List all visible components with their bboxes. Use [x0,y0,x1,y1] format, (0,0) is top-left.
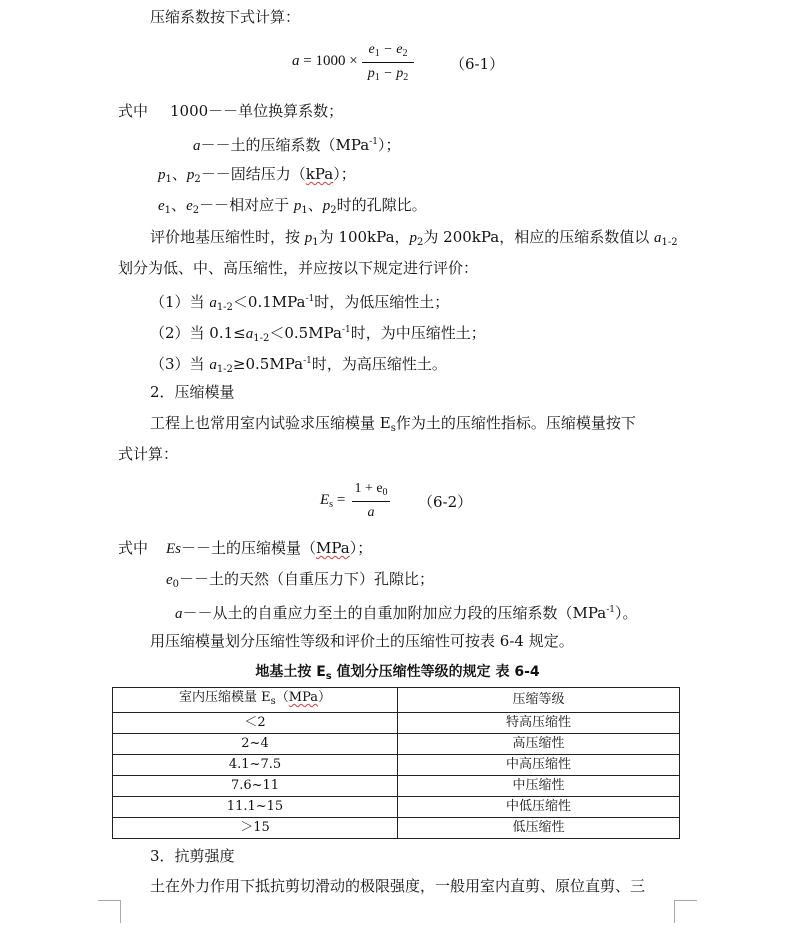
where1-line1: 1000－－单位换算系数； [170,102,344,120]
table-header-row [113,688,680,713]
eq2-number: （6-2） [418,493,473,511]
modulus-paragraph-line1: 工程上也常用室内试验求压缩模量 $E_s$作为土的压缩性指标。压缩模量按下 [150,414,636,434]
eval-paragraph-line1: 评价地基压缩性时，按 $p_1$为 100kPa，$p_2$为 200kPa，相应的压缩系数值以 $a_{1-2}$ [150,228,678,248]
where2-line1: Es－－土的压缩模量（MPa）； [166,539,373,557]
page-corner-mark-left [98,900,121,923]
table-caption: 地基土按 $E_s$ 值划分压缩性等级的规定 表 6-4 [255,664,540,682]
cell-range: ＞15 [113,818,398,839]
eq1-lhs: a [292,53,300,69]
rule-item: （1）当 $a_{1-2}<0.1MPa^{-1}$时，为低压缩性土； [150,293,450,313]
cell-grade: 中压缩性 [398,776,680,797]
where1-line2: a－－土的压缩系数（MPa$^{-1}$）； [193,136,401,154]
cell-grade: 特高压缩性 [398,713,680,734]
compressibility-table [112,687,680,839]
eq1-number: （6-1） [450,55,505,73]
modulus-paragraph-line2: 式计算： [118,445,179,463]
cell-grade: 中低压缩性 [398,797,680,818]
cell-range: 2~4 [113,734,398,755]
table-row [113,755,680,776]
rule-item: （2）当 $0.1\le a_{1-2}<0.5MPa^{-1}$时，为中压缩性土； [150,324,486,344]
header-grade: 压缩等级 [398,688,680,713]
table-row [113,818,680,839]
section-3-title: 3．抗剪强度 [150,847,235,865]
coef-intro-text: 压缩系数按下式计算： [150,8,301,26]
where1-line3: $p_1$、$p_2--$固结压力（kPa）； [158,165,356,185]
where2-line2: $e_0--$土的天然（自重压力下）孔隙比； [166,570,435,590]
cell-range: 11.1~15 [113,797,398,818]
cell-range: ＜2 [113,713,398,734]
table-row [113,734,680,755]
eq1-equals: = 1000 × [299,53,358,69]
cell-grade: 低压缩性 [398,818,680,839]
cell-range: 7.6~11 [113,776,398,797]
eq2-lhs: E [320,492,330,508]
table-row [113,776,680,797]
cell-grade: 中高压缩性 [398,755,680,776]
where1-line4: $e_1$、$e_2--$相对应于 $p_1$、$p_2$时的孔隙比。 [158,196,427,216]
table-row [113,797,680,818]
header-modulus: 室内压缩模量 $E_s(MPa)$ [113,688,398,713]
eval-paragraph-line2: 划分为低、中、高压缩性，并应按以下规定进行评价： [118,259,479,277]
where1-label: 式中 [118,102,149,120]
shear-paragraph-line1: 土在外力作用下抵抗剪切滑动的极限强度，一般用室内直剪、原位直剪、三 [150,877,646,895]
section-2-title: 2．压缩模量 [150,383,235,401]
cell-grade: 高压缩性 [398,734,680,755]
where2-line3: a－－从土的自重应力至土的自重加附加应力段的压缩系数（MPa$^{-1}$）。 [175,604,638,622]
eq1-fraction: $e_1 - e_2$ $p_1 - p_2$ [362,42,414,83]
page-corner-mark-right [674,900,697,923]
eq2-fraction: $1 + e_0$ a [352,481,390,521]
where2-label: 式中 [118,539,149,557]
rule-item: （3）当 $a_{1-2}\ge 0.5MPa^{-1}$时，为高压缩性土。 [150,355,447,375]
table-row [113,713,680,734]
table-intro-text: 用压缩模量划分压缩性等级和评价土的压缩性可按表 6-4 规定。 [150,632,574,650]
cell-range: 4.1~7.5 [113,755,398,776]
